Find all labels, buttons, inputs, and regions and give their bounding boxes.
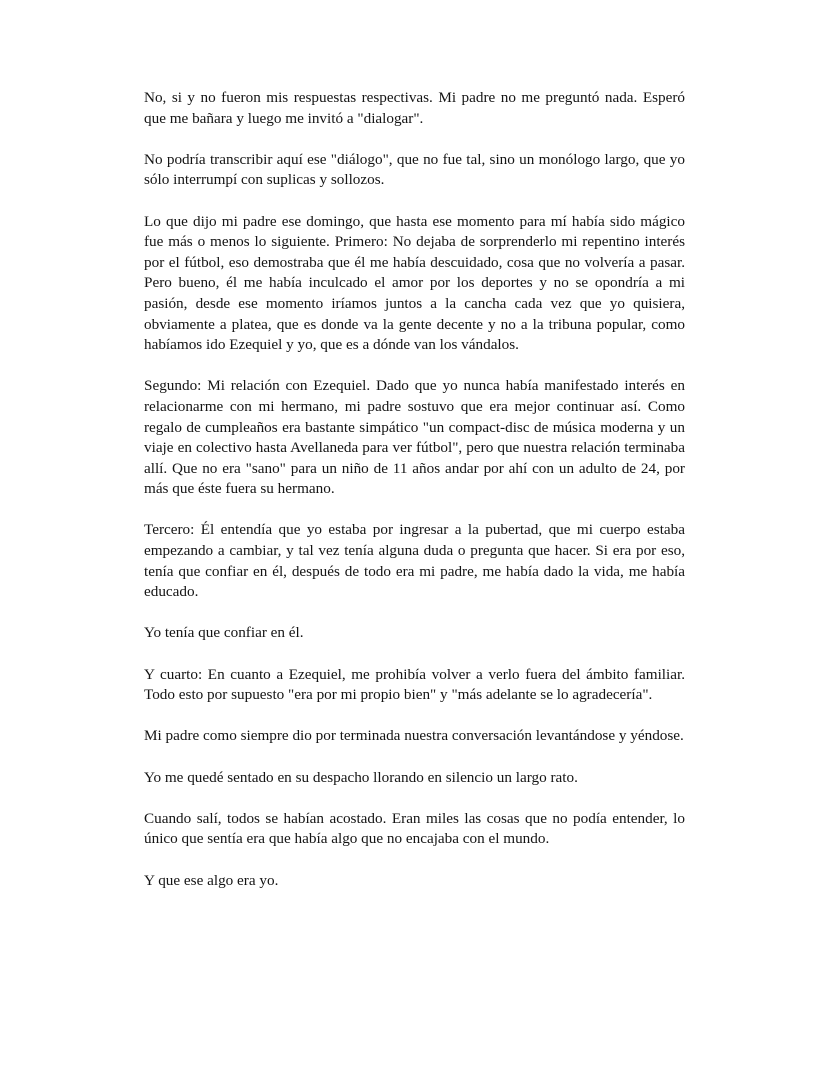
paragraph-4: Segundo: Mi relación con Ezequiel. Dado que yo nunca había manifestado interés en relacionarme con mi hermano, mi padre sostuvo que era mejor continuar así. Como regalo de cumpleaños era bastante simpático "un compact-disc de música moderna y un viaje en colectivo hasta Avellaneda para ver fútbol", pero que nuestra relación terminaba allí. Que no era "sano" para un niño de 11 años andar por ahí con un adulto de 24, por más que éste fuera su hermano. <box>144 377 685 498</box>
paragraph-1: No, si y no fueron mis respuestas respectivas. Mi padre no me preguntó nada. Esperó que me bañara y luego me invitó a "dialogar". <box>144 89 685 127</box>
paragraph-3: Lo que dijo mi padre ese domingo, que hasta ese momento para mí había sido mágico fue más o menos lo siguiente. Primero: No dejaba de sorprenderlo mi repentino interés por el fútbol, eso demostraba que él me había descuidado, cosa que no volvería a pasar. Pero bueno, él me había inculcado el amor por los deportes y no se opondría a mi pasión, desde ese momento iríamos juntos a la cancha cada vez que yo quisiera, obviamente a platea, que es donde va la gente decente y no a la tribuna popular, como habíamos ido Ezequiel y yo, que es a dónde van los vándalos. <box>144 212 685 354</box>
paragraph-2: No podría transcribir aquí ese "diálogo", que no fue tal, sino un monólogo largo, que yo sólo interrumpí con suplicas y sollozos. <box>144 150 685 189</box>
paragraph-6: Yo tenía que confiar en él. <box>144 624 304 642</box>
paragraph-5: Tercero: Él entendía que yo estaba por ingresar a la pubertad, que mi cuerpo estaba empezando a cambiar, y tal vez tenía alguna duda o pregunta que hacer. Si era por eso, tenía que confiar en él, después de todo era mi padre, me había dado la vida, me había educado. <box>144 521 685 601</box>
paragraph-8: Mi padre como siempre dio por terminada nuestra conversación levantándose y yéndose. <box>144 727 684 745</box>
document-page <box>144 88 685 912</box>
paragraph-11: Y que ese algo era yo. <box>144 871 279 889</box>
paragraph-7: Y cuarto: En cuanto a Ezequiel, me prohibía volver a verlo fuera del ámbito familiar. Todo esto por supuesto "era por mi propio bien" y "más adelante se lo agradecería". <box>144 665 685 704</box>
paragraph-10: Cuando salí, todos se habían acostado. Eran miles las cosas que no podía entender, lo único que sentía era que había algo que no encajaba con el mundo. <box>144 809 685 848</box>
paragraph-9: Yo me quedé sentado en su despacho llorando en silencio un largo rato. <box>144 768 578 786</box>
